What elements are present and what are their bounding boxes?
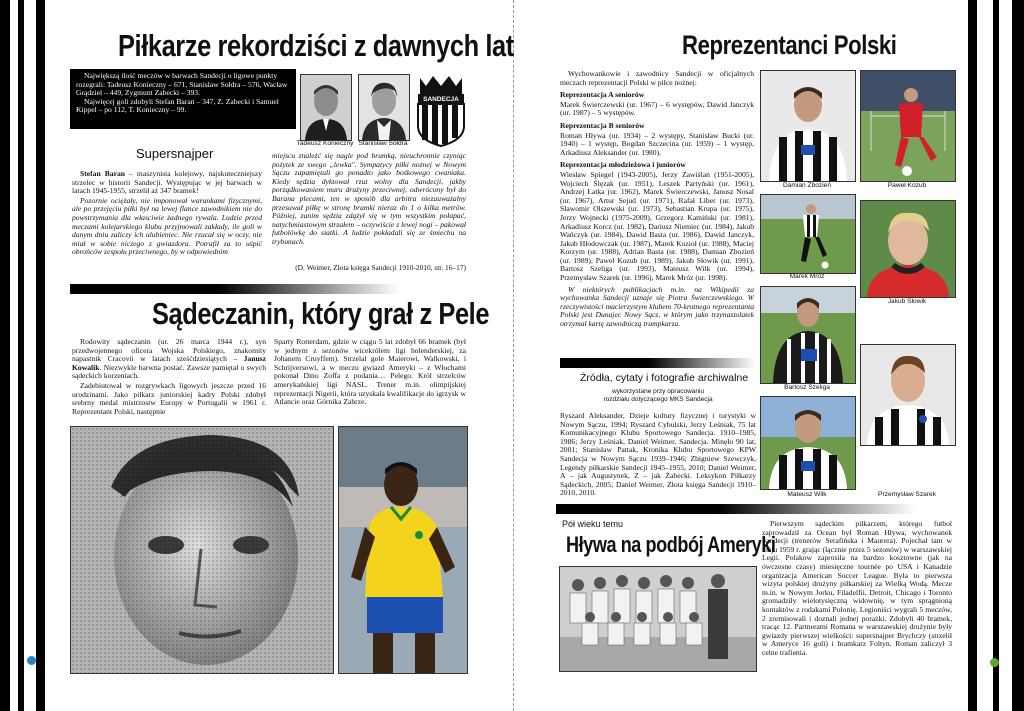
crest-lettering: SANDECJA	[423, 96, 459, 103]
supersnajper-heading: Supersnajper	[136, 146, 214, 161]
supersnajper-col2	[272, 152, 466, 262]
caption-soldra: Stanisław Sołdra	[358, 140, 408, 147]
player-photo-kozub	[860, 70, 956, 182]
player-mroz-figure	[761, 195, 855, 273]
player-photo-wilk	[760, 396, 856, 490]
hlywa-text: Pierwszym sądeckim piłkarzem, którego futbol zaprowadził za Ocean był Roman Hływa, wychowanek Sandecji (trenerów Serafińska i Maurera). Pojechał tam w maju 1959 r. grając (łącznie przez 5 sezonów) w warszawskiej Legii. Polakow zaprosiła na bardzo kosztowne (jak na ówczesne czasy) miesięczne tournée po USA i Kanadzie organizacja American Soccer League. Była to pierwsza wizyta polskiej drużyny piłkarskiej za Wielką Wodą. Mecze m.in. w Nowym Jorku, Filadelfii, Detroit, Chicago i Toronto gromadziły wielotysięczną widownię, w tym sprągnioną kontaktów z rodakami Polonię. Legioniści wygrali 5 meczów, 2 zremisowali i doznali jednej porażki. Zdobyli 40 bramek, tracąc 12. Partnerami Romana w warszawskiej drużynie były gwiazdy pierwszej wielkości: supersnajper Brychczy (strzelił w Ameryce 16 goli) i bramkarz Foltyn. Roman zaliczył 3 celne trafienia.	[762, 520, 952, 657]
page-number-left-badge	[27, 656, 36, 665]
supersnajper-col2-text: miejscu znaleźć się nagle pod bramką, nieuchronnie czyniąc pożytek ze swego „lewka". Sympatycy piłki nożnej w Nowym Sączu zapamiętali go ponadto jako bośkowego cwaniaka. Kiedy sędzia dyktował rzut wolny dla Sandecji, jakby porządkowaniem muru drużyny przeciwnej, odwrócony był do Barana plecami, ten w sposób dla arbitra niezauważalny przesuwał piłkę w stronę bramki nieraz do 1 o kilka metrów. Później, zanim sędzia zdążył się w tym wszystkim połapać, natychmiastowym strzałem – oczywiście z lewej nogi – pakował futbolówkę do siatki. A ludzie pokładali się ze śmiechu na trybunach.	[272, 152, 466, 246]
caption-kozub: Paweł Kozub	[887, 182, 927, 189]
pele-photo	[338, 426, 468, 674]
player-wilk-figure	[761, 397, 855, 489]
caption-mroz: Marek Mróz	[789, 273, 825, 280]
reprezentanci-text	[560, 70, 754, 360]
group-b-text: Roman Hływa (ur. 1934) – 2 występy, Stanisław Bucki (ur. 1940) – 1 występ, Bogdan Szczecina (ur. 1959) – 1 występ, Arkadiusz Aleksander (ur. 1980).	[560, 130, 754, 157]
caption-konieczny: Tadeusz Konieczny	[296, 140, 354, 147]
intro-records-p1: Największą ilość meczów w barwach Sandecji o ligowe punkty rozegrali: Tadeusz Konieczny – 671, Stanisław Sołdra – 576, Wacław Grądziel – 449, Zygmunt Zabecki – 393.	[76, 71, 288, 98]
caption-wilk: Mateusz Wilk	[787, 491, 827, 498]
group-a-text: Marek Świerczewski (ur. 1967) – 6 występów, Dawid Janczyk (ur. 1987) – 5 występów.	[560, 99, 754, 118]
portrait-soldra	[358, 74, 410, 141]
player-zbozien-figure	[761, 71, 855, 181]
pele-figure	[339, 427, 467, 673]
sources-list	[560, 412, 756, 502]
hlywa-kicker: Pół wieku temu	[562, 519, 624, 529]
pele-col2-text: Sparty Rotterdam, gdzie w ciągu 5 lat zdobył 66 bramek (był w jednym z sezonów wicekrólem ligi holenderskiej, za Johanem Cruyffem). Strzelał gole Maierowi, Walkowski, i Schrijversowi, a w meczu gwiazd Ameryki – z Włochami pokonał Dino Zoffa z podania… Pelego. Król strzelców amerykańskiej ligi NASL. Trener m.in. olimpijskiej reprezentacji Nigerii, która uzyskała kwalifikacje do igrzysk w Atlancie oraz Górnika Zabrze.	[274, 338, 466, 407]
supersnajper-source: (D. Weimer, Złota księga Sandecji 1910-2010, str. 16–17)	[295, 264, 466, 272]
divider-bar-hlywa	[556, 504, 916, 514]
reprezentanci-intro: Wychowankowie i zawodnicy Sandecji w oficjalnych meczach reprezentacji Polski w piłce nożnej:	[560, 70, 754, 87]
sources-sub1: wykorzystane przy opracowaniu	[611, 388, 705, 395]
portrait-soldra-figure	[359, 75, 409, 140]
supersnajper-p1: – maszynista kolejowy, najskuteczniejszy strzelec w historii Sandecji. Występując w jej barwach w latach 1945-1955, strzelił aż 347 bramek!	[72, 170, 262, 196]
right-edge-stripe	[1012, 0, 1024, 711]
left-edge-stripe	[0, 0, 10, 711]
portrait-konieczny-figure	[301, 75, 351, 140]
intro-records-box	[70, 69, 296, 129]
pele-col1	[72, 338, 266, 422]
player-photo-mroz	[760, 194, 856, 274]
intro-records-p2: Najwięcej goli zdobyli Stefan Baran – 347, Z. Zabecki i Samuel Kippel – po 112, T. Konieczny – 99.	[76, 96, 279, 115]
pele-p1a: Rodowity sądeczanin (ur. 26 marca 1944 r.), syn przedwojennego oficera Wojska Polskiego, znakomity napastnik Cracovii w latach sześćdziesiątych –	[72, 338, 266, 364]
player-szarek-figure	[861, 345, 955, 445]
pele-heading: Sądeczanin, który grał z Pele	[152, 296, 490, 331]
player-photo-zbozien	[760, 70, 856, 182]
page-number-right-badge	[990, 658, 999, 667]
group-a-heading: Reprezentacja A seniorów	[560, 90, 645, 100]
hlywa-text-block	[762, 520, 952, 672]
caption-szarek: Przemysław Szarek	[878, 491, 936, 498]
player-szeliga-figure	[761, 287, 855, 383]
kowalik-portrait	[70, 426, 334, 674]
caption-zbozien: Damian Zbozień	[782, 182, 831, 189]
pele-p1b: . Niezwykle barwna postać. Zawsze pamiętał o swych sądeckich korzeniach.	[72, 362, 266, 381]
player-photo-szeliga	[760, 286, 856, 384]
portrait-konieczny	[300, 74, 352, 141]
group-youth-heading: Reprezentacja młodzieżowa i juniorów	[560, 160, 686, 170]
sources-sub2: rozdziału dotyczącego MKS Sandecja	[603, 396, 713, 403]
left-edge-stripe-3	[36, 0, 45, 711]
divider-bar-right	[560, 358, 756, 368]
pele-col2	[274, 338, 466, 422]
sources-heading: Źródła, cytaty i fotografie archiwalne	[580, 372, 749, 384]
sources-text: Ryszard Aleksander, Dzieje kultury fizycznej i turystyki w Nowym Sączu, 1994; Ryszard Cybulski, Jerzy Leśniak, 75 lat Komunikacyjnego Klubu Sportowego Sandecja. 1910–1985, 1986; Jerzy Leśniak, Daniel Weimer, Sandecja. Minęło 90 lat, 2001; Stanisław Pattak, Kronika Klubu Sportowego KPW Sandecja w Nowym Sączu 1939–1946; Zbigniew Szewczyk, Legendy piłkarskie Sandecji 1945–1955, 2010; Daniel Weimer, A – jak Augustynek, Z – jak Żabecki. Leksykon Piłkarzy Sądeckich, 2005; Daniel Weimer, Złota księga Sandecji 1910–2010, 2010.	[560, 412, 756, 498]
kowalik-portrait-figure	[71, 427, 333, 673]
caption-slowik: Jakub Słowik	[887, 298, 927, 305]
player-photo-slowik	[860, 200, 956, 298]
right-edge-stripe-3	[968, 0, 977, 711]
group-youth-text: Wiesław Spiegel (1943-2005), Jerzy Zawiślan (1951-2005), Wojciech Ślęzak (ur. 1951), Leszek Partyński (ur. 1961), Andrzej Łatka (ur. 1962), Marek Świerczewski, Janusz Nosal (ur. 1967), Artur Sejud (ur. 1971), Rafał Liber (ur. 1973), Sławomir Olszewski (ur. 1973), Sebastian Krupa (ur. 1975), Jerzy Wojnecki (1975-2009), Grzegorz Kamiński (ur. 1981), Arkadiusz Korcz (ur. 1982), Dariusz Niemiec (ur. 1984), Jakub Wańczyk (ur. 1984), Dawid Basta (ur. 1986), Dawid Janczyk, Jakub Hłodowczak (ur. 1987), Marek Kozioł (ur. 1988), Maciej Korzym (ur. 1988), Adrian Basta (ur. 1988), Damian Zbozień (ur. 1989), Paweł Kozub (ur. 1989), Jakub Słowik (ur. 1991), Bartosz Szeliga (ur. 1993), Mateusz Wilk (ur. 1994), Przemysław Szarek (ur. 1996), Marek Mróz (ur. 1998).	[560, 169, 754, 283]
sandecja-crest-icon	[412, 72, 470, 148]
hlywa-heading: Hływa na podbój Ameryki	[566, 532, 776, 557]
stefan-baran-name: Stefan Baran	[80, 170, 125, 178]
page-title-reprezentanci: Reprezentanci Polski	[682, 30, 897, 60]
supersnajper-p2: Pozornie ociężały, nie imponował warunkami fizycznymi, ale po przejęciu piłki był na lewej flance zawodnikiem nie do powstrzymania dla własciwie żadnego rywala. Ludzie przed meczami kolejarskiego klubu przyjmowali zakłady, ile goli w danym dniu zaliczy ich ulubieniec. Nie rzucał się w oczy, nie miał w sobie niczego z gwiazdora. Potrafił za to uśpić obrońców zespołu przeciwnego, by w odpowiednim	[72, 195, 262, 257]
caption-szeliga: Bartosz Szeliga	[784, 384, 830, 391]
page-title-rekordzisci: Piłkarze rekordziści z dawnych lat	[118, 28, 514, 63]
supersnajper-col1	[72, 170, 262, 274]
pele-p2: Zadebiutował w rozgrywkach ligowych jeszcze przed 16 urodzinami. Jako piłkarz juniorskiej kadry Polski zdobył srebrny medal mistrzostw Europy w Portugalii w 1961 r. Reprezentant Polski, następnie	[72, 380, 266, 416]
swierczewski-note: W niektórych publikacjach m.in. na Wikipedii za wychowanka Sandecji uznaje się Piotra Świerczewskiego. W rzeczywistości macierzystym klubem 70-krotnego reprezentanta Polski jest Dunajec Nowy Sącz, w którym jako trzynastolatek otrzymał kartę zawodniczą trampkarza.	[560, 284, 754, 329]
player-kozub-figure	[861, 71, 955, 181]
page-gutter	[513, 0, 514, 711]
group-b-heading: Reprezentacja B seniorów	[560, 120, 645, 130]
janusz-kowalik-name: Janusz Kowalik	[72, 354, 266, 372]
legia-team-photo	[559, 566, 757, 672]
right-edge-stripe-inner	[993, 0, 999, 711]
player-slowik-figure	[861, 201, 955, 297]
left-edge-stripe-inner	[18, 0, 24, 711]
player-photo-szarek	[860, 344, 956, 446]
team-photo-figure	[560, 567, 756, 671]
divider-bar-left	[70, 284, 400, 294]
